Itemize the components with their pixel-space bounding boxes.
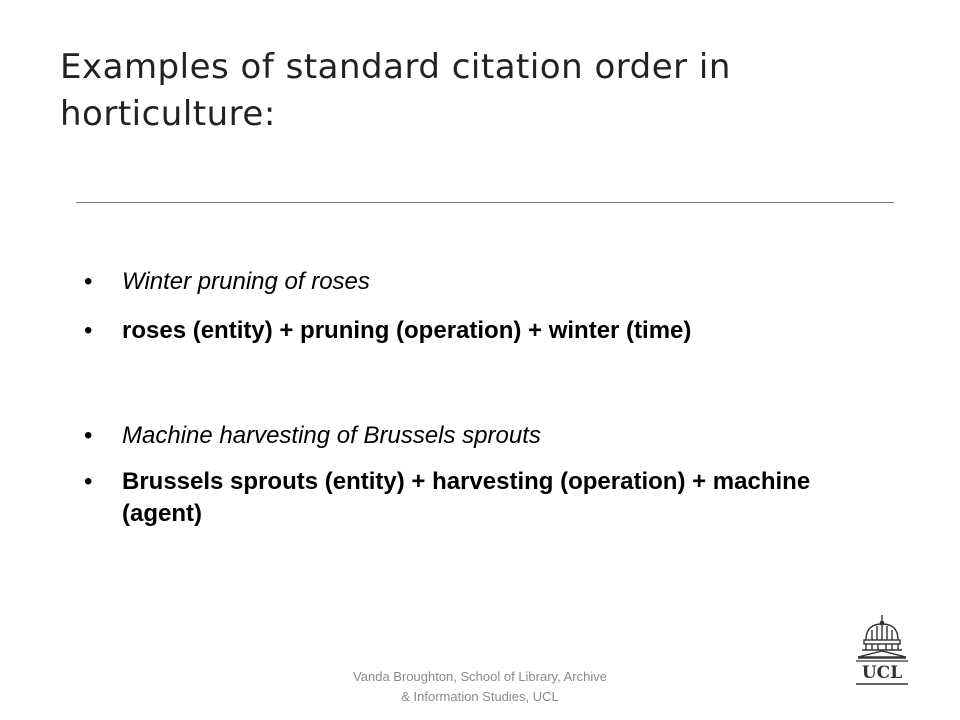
bullet-item (84, 315, 884, 347)
bullet-text: roses (entity) + pruning (operation) + winter (time) (122, 317, 692, 344)
bullet-marker: • (84, 422, 93, 449)
bullet-item (84, 266, 884, 298)
bullet-marker: • (84, 268, 93, 295)
bullet-marker: • (84, 468, 93, 495)
bullet-text: Machine harvesting of Brussels sprouts (122, 422, 541, 449)
bullet-item (84, 466, 884, 530)
slide-footer (300, 667, 660, 707)
bullet-marker: • (84, 317, 93, 344)
logo-text: UCL (861, 663, 903, 683)
bullet-text: Brussels sprouts (entity) + harvesting (operation) + machine (agent) (122, 468, 811, 527)
ucl-portico-dome-icon (852, 612, 912, 690)
bullet-item (84, 420, 884, 452)
title-divider (76, 202, 894, 203)
footer-line-1: Vanda Broughton, School of Library, Archive (353, 669, 607, 684)
footer-line-2: & Information Studies, UCL (401, 689, 559, 704)
bullet-text: Winter pruning of roses (122, 268, 370, 295)
slide-title: Examples of standard citation order in horticulture: (60, 47, 731, 134)
